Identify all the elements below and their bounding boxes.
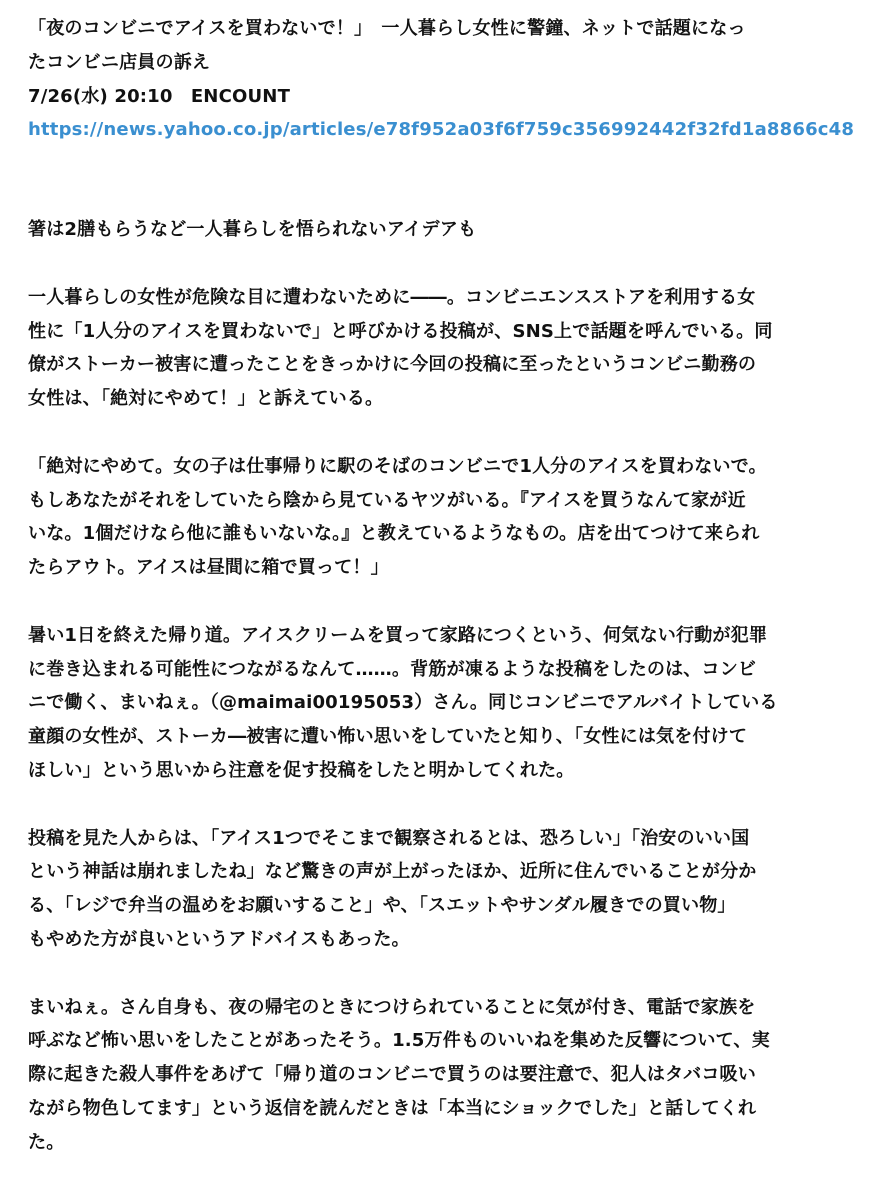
- subheading: 箸は2膳もらうなど一人暮らしを悟られないアイデアも: [28, 219, 477, 241]
- headline-line-1: 「夜のコンビニでアイスを買わないで！」 一人暮らし女性に警鐘、ネットで話題になっ: [28, 18, 746, 39]
- paragraph-line: 「絶対にやめて。女の子は仕事帰りに駅のそばのコンビニで1人分のアイスを買わないで。: [28, 455, 767, 477]
- paragraph-5: [28, 991, 870, 1160]
- paragraph-1: [28, 281, 870, 416]
- paragraph-line: 際に起きた殺人事件をあげて「帰り道のコンビニで買うのは要注意で、犯人はタバコ吸い: [28, 1064, 756, 1086]
- paragraph-line: ニで働く、まいねぇ。（@maimai00195053）さん。同じコンビニでアルバイトしている: [28, 692, 778, 714]
- paragraph-line: 童顔の女性が、ストーカ―被害に遭い怖い思いをしていたと知り、「女性には気を付けて: [28, 726, 748, 748]
- paragraph-line: た。: [28, 1131, 65, 1153]
- paragraph-line: 呼ぶなど怖い思いをしたことがあったそう。1.5万件ものいいねを集めた反響について、実: [28, 1030, 770, 1052]
- paragraph-line: という神話は崩れましたね」など驚きの声が上がったほか、近所に住んでいることが分か: [28, 861, 757, 883]
- paragraph-line: 僚がストーカー被害に遭ったことをきっかけに今回の投稿に至ったというコンビニ勤務の: [28, 354, 757, 376]
- paragraph-line: に巻き込まれる可能性につながるなんて……。背筋が凍るような投稿をしたのは、コンビ: [28, 658, 757, 680]
- article-body: [28, 213, 870, 1159]
- article-url-link[interactable]: https://news.yahoo.co.jp/articles/e78f952a03f6f759c356992442f32fd1a8866c48: [28, 119, 855, 141]
- paragraph-line: 一人暮らしの女性が危険な目に遭わないために――。コンビニエンスストアを利用する女: [28, 286, 756, 308]
- paragraph-4: [28, 822, 870, 957]
- paragraph-line: 女性は、「絶対にやめて！」と訴えている。: [28, 388, 384, 410]
- paragraph-line: ほしい」という思いから注意を促す投稿をしたと明かしてくれた。: [28, 759, 575, 781]
- paragraph-line: もしあなたがそれをしていたら陰から見ているヤツがいる。『アイスを買うなんて家が近: [28, 489, 746, 511]
- headline-line-2: たコンビニ店員の訴え: [28, 51, 211, 73]
- paragraph-line: 性に「1人分のアイスを買わないで」と呼びかける投稿が、SNS上で話題を呼んでいる。同: [28, 320, 773, 342]
- paragraph-line: まいねぇ。さん自身も、夜の帰宅のときにつけられていることに気が付き、電話で家族を: [28, 996, 756, 1018]
- paragraph-2: [28, 450, 870, 585]
- article-header: [28, 12, 870, 147]
- paragraph-line: たらアウト。アイスは昼間に箱で買って！」: [28, 557, 389, 579]
- paragraph-line: ながら物色してます」という返信を読んだときは「本当にショックでした」と話してくれ: [28, 1097, 757, 1119]
- date-source: 7/26(水) 20:10 ENCOUNT: [28, 85, 291, 107]
- paragraph-3: [28, 619, 870, 788]
- paragraph-line: 投稿を見た人からは、「アイス1つでそこまで観察されるとは、恐ろしい」「治安のいい国: [28, 827, 750, 849]
- paragraph-line: いな。1個だけなら他に誰もいないな。』と教えているようなもの。店を出てつけて来られ: [28, 523, 760, 545]
- paragraph-line: る、「レジで弁当の温めをお願いすること」や、「スエットやサンダル履きでの買い物」: [28, 895, 736, 917]
- paragraph-line: 暑い1日を終えた帰り道。アイスクリームを買って家路につくという、何気ない行動が犯罪: [28, 624, 768, 646]
- paragraph-line: もやめた方が良いというアドバイスもあった。: [28, 928, 410, 950]
